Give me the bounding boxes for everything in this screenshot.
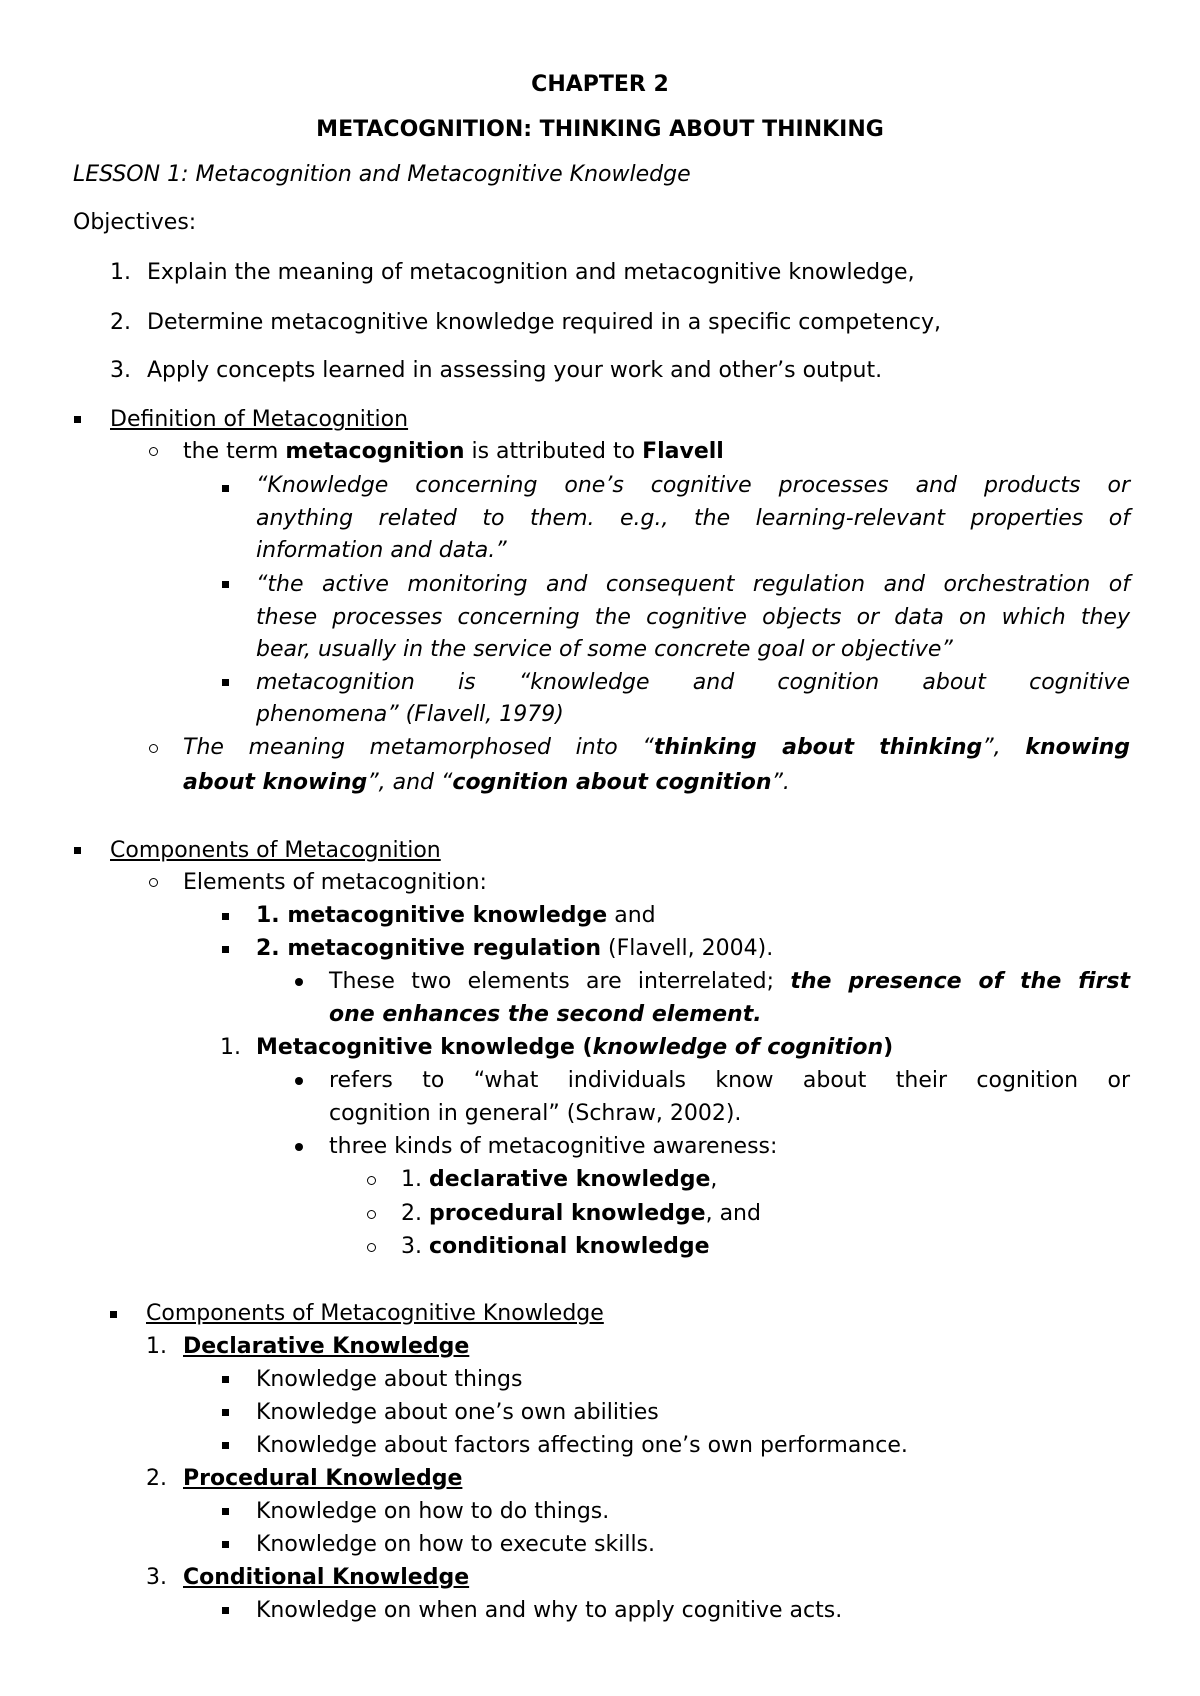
quote-1-line: anything related to them. e.g., the learning-relevant properties of — [256, 506, 1130, 531]
text: ”, and “ — [367, 770, 453, 795]
objective-item: Apply concepts learned in assessing your work and other’s output. — [147, 358, 883, 383]
text: (Flavell, 2004). — [601, 936, 774, 961]
quote-1-line: “Knowledge concerning one’s cognitive processes and products or — [256, 473, 1130, 498]
list-item: Knowledge on how to execute skills. — [256, 1532, 656, 1557]
square-bullet-icon — [222, 679, 229, 686]
element-2-title: 2. metacognitive regulation — [256, 936, 602, 961]
refers-line: cognition in general” (Schraw, 2002). — [329, 1101, 742, 1126]
circle-bullet-icon — [149, 447, 158, 456]
text: is attributed to — [464, 439, 643, 464]
interrelated-line: one enhances the second element. — [329, 1002, 762, 1027]
quote-2-line: bear, usually in the service of some concrete goal or objective” — [256, 637, 953, 662]
list-number: 2. — [146, 1466, 167, 1491]
circle-bullet-icon — [367, 1210, 376, 1219]
objective-number: 1. — [110, 260, 131, 285]
text: procedural knowledge — [428, 1201, 706, 1226]
square-bullet-icon — [222, 1409, 229, 1416]
section-heading-mk-components: Components of Metacognitive Knowledge — [146, 1301, 604, 1326]
metacognitive-knowledge-heading — [256, 1033, 893, 1063]
term-metacognition: metacognition — [285, 439, 465, 464]
objectives-heading: Objectives: — [73, 210, 197, 235]
emphasis: the presence of the first — [790, 969, 1130, 994]
author-flavell: Flavell — [642, 439, 724, 464]
phrase-knowing: knowing — [1025, 735, 1130, 760]
phrase-cognition-about-cognition: cognition about cognition — [452, 770, 772, 795]
kind-item — [401, 1232, 710, 1262]
three-kinds-label: three kinds of metacognitive awareness: — [329, 1134, 778, 1159]
square-bullet-icon — [222, 581, 229, 588]
lesson-title: LESSON 1: Metacognition and Metacognitive Knowledge — [73, 162, 691, 187]
square-bullet-icon — [222, 485, 229, 492]
definition-term — [183, 437, 724, 467]
objective-item: Explain the meaning of metacognition and metacognitive knowledge, — [147, 260, 915, 285]
phrase-thinking-about-thinking: thinking about thinking — [653, 735, 983, 760]
text: conditional knowledge — [428, 1234, 710, 1259]
text: , and — [705, 1201, 761, 1226]
refers-line: refers to “what individuals know about their cognition or — [329, 1068, 1130, 1093]
quote-1-line: information and data.” — [256, 538, 507, 563]
declarative-knowledge-heading: Declarative Knowledge — [183, 1334, 470, 1359]
quote-2-line: these processes concerning the cognitive objects or data on which they — [256, 605, 1130, 630]
kind-item — [401, 1199, 761, 1229]
list-item: Knowledge about factors affecting one’s own performance. — [256, 1433, 908, 1458]
square-bullet-icon — [222, 1607, 229, 1614]
text: Metacognitive knowledge ( — [256, 1035, 593, 1060]
section-heading-definition: Definition of Metacognition — [110, 407, 409, 432]
page-title: METACOGNITION: THINKING ABOUT THINKING — [316, 117, 884, 142]
objective-number: 3. — [110, 358, 131, 383]
circle-bullet-icon — [367, 1243, 376, 1252]
circle-bullet-icon — [149, 744, 158, 753]
square-bullet-icon — [222, 1508, 229, 1515]
quote-3-line: metacognition is “knowledge and cognition about cognitive — [256, 670, 1130, 695]
text: , — [710, 1167, 718, 1192]
conditional-knowledge-heading: Conditional Knowledge — [183, 1565, 470, 1590]
square-bullet-icon — [222, 946, 229, 953]
square-bullet-icon — [74, 847, 81, 854]
text: the term — [183, 439, 286, 464]
kind-item — [401, 1165, 717, 1195]
text: 2. — [401, 1201, 429, 1226]
list-item: Knowledge on how to do things. — [256, 1499, 610, 1524]
elements-label: Elements of metacognition: — [183, 870, 487, 895]
circle-bullet-icon — [149, 878, 158, 887]
list-number: 1. — [220, 1035, 241, 1060]
square-bullet-icon — [222, 1442, 229, 1449]
square-bullet-icon — [222, 913, 229, 920]
text: knowledge of cognition — [592, 1035, 884, 1060]
text: The meaning metamorphosed into “ — [183, 735, 654, 760]
interrelated-line — [329, 967, 1130, 997]
square-bullet-icon — [222, 1541, 229, 1548]
circle-bullet-icon — [367, 1176, 376, 1185]
dot-bullet-icon — [295, 978, 303, 986]
procedural-knowledge-heading: Procedural Knowledge — [183, 1466, 463, 1491]
text: 1. — [401, 1167, 429, 1192]
meaning-line — [183, 733, 1130, 763]
text: ) — [883, 1035, 894, 1060]
text: declarative knowledge — [428, 1167, 711, 1192]
text: and — [607, 903, 656, 928]
list-item: Knowledge on when and why to apply cognitive acts. — [256, 1598, 843, 1623]
dot-bullet-icon — [295, 1077, 303, 1085]
text: ”, — [982, 735, 1026, 760]
section-heading-components: Components of Metacognition — [110, 838, 441, 863]
element-1-title: 1. metacognitive knowledge — [256, 903, 608, 928]
quote-3-line: phenomena” (Flavell, 1979) — [256, 702, 564, 727]
quote-2-line: “the active monitoring and consequent regulation and orchestration of — [256, 572, 1130, 597]
list-number: 3. — [146, 1565, 167, 1590]
text: ”. — [771, 770, 790, 795]
meaning-line — [183, 768, 790, 798]
objective-item: Determine metacognitive knowledge required in a specific competency, — [147, 310, 941, 335]
square-bullet-icon — [222, 1376, 229, 1383]
dot-bullet-icon — [295, 1143, 303, 1151]
objective-number: 2. — [110, 310, 131, 335]
element-2 — [256, 934, 773, 964]
text: These two elements are interrelated; — [329, 969, 791, 994]
element-1 — [256, 901, 656, 931]
square-bullet-icon — [74, 416, 81, 423]
chapter-title: CHAPTER 2 — [531, 72, 669, 97]
text: 3. — [401, 1234, 429, 1259]
list-item: Knowledge about things — [256, 1367, 523, 1392]
list-item: Knowledge about one’s own abilities — [256, 1400, 659, 1425]
square-bullet-icon — [110, 1311, 117, 1318]
list-number: 1. — [146, 1334, 167, 1359]
phrase-about-knowing: about knowing — [183, 770, 368, 795]
